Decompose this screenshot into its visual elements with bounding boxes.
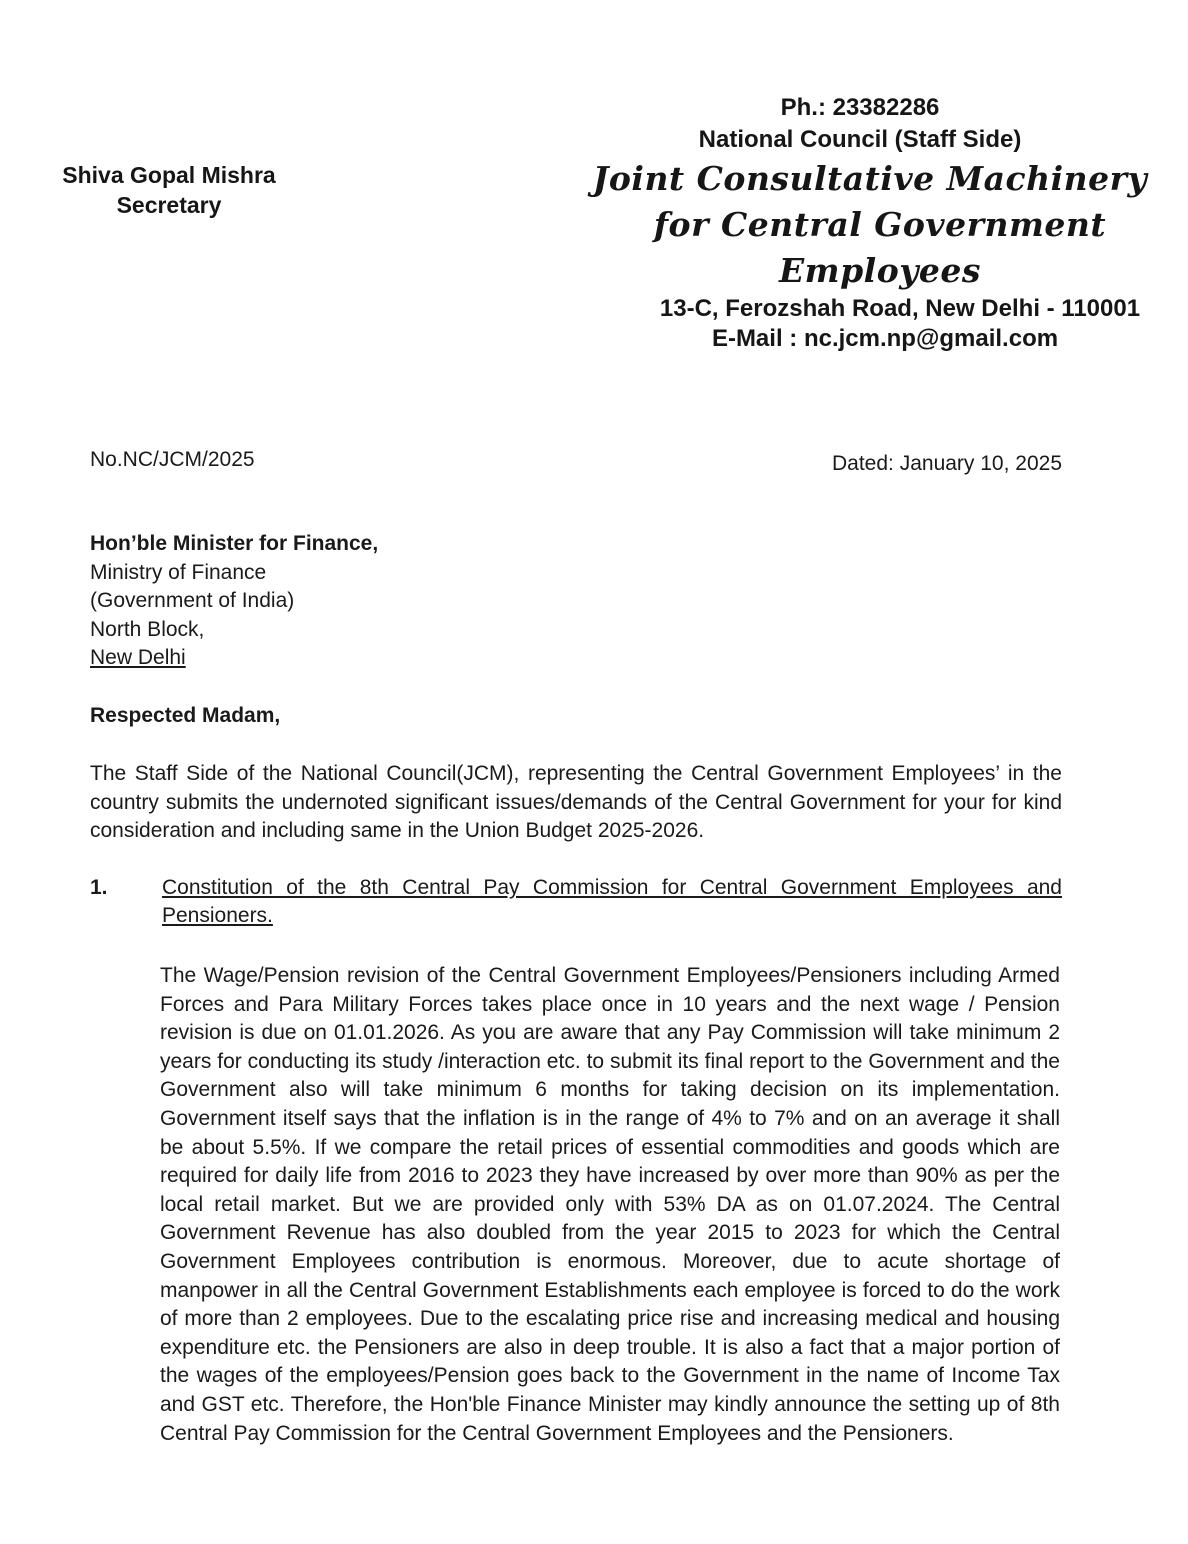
reference-number: No.NC/JCM/2025	[90, 448, 255, 471]
item-body-paragraph: The Wage/Pension revision of the Central Government Employees/Pensioners including Armed Forces and Para Military Forces takes place once in 10 years and the next wage / Pension revision is due on 01.01.2026. As you are aware that any Pay Commission will take minimum 2 years for conducting its study /interaction etc. to submit its final report to the Government and the Government also will take minimum 6 months for taking decision on its implementation. Government itself says that the inflation is in the range of 4% to 7% and on an average it shall be about 5.5%. If we compare the retail prices of essential commodities and goods which are required for daily life from 2016 to 2023 they have increased by over more than 90% as per the local retail market. But we are provided only with 53% DA as on 01.07.2024. The Central Government Revenue has also doubled from the year 2015 to 2023 for which the Central Government Employees contribution is enormous. Moreover, due to acute shortage of manpower in all the Central Government Establishments each employee is forced to do the work of more than 2 employees. Due to the escalating price rise and increasing medical and housing expenditure etc. the Pensioners are also in deep trouble. It is also a fact that a major portion of the wages of the employees/Pension goes back to the Government in the name of Income Tax and GST etc. Therefore, the Hon'ble Finance Minister may kindly announce the setting up of 8th Central Pay Commission for the Central Government Employees and the Pensioners.	[160, 964, 1060, 1445]
organization-script-line-1: Joint Consultative Machinery	[592, 159, 1148, 198]
addressee-line: Ministry of Finance	[90, 560, 267, 584]
addressee-line: Hon’ble Minister for Finance,	[90, 532, 379, 555]
phone-number: Ph.: 23382286	[780, 94, 940, 121]
item-heading: Constitution of the 8th Central Pay Commission for Central Government Employees and Pensioners.	[162, 876, 1062, 927]
item-number: 1.	[90, 876, 108, 899]
salutation: Respected Madam,	[90, 704, 281, 727]
addressee-line: New Delhi	[90, 646, 186, 669]
letterhead	[560, 92, 1160, 354]
council-name: National Council (Staff Side)	[698, 126, 1022, 153]
sender-name: Shiva Gopal Mishra	[62, 162, 276, 188]
letter-date: Dated: January 10, 2025	[832, 452, 1062, 475]
addressee-block	[90, 530, 378, 673]
addressee-line: North Block,	[90, 617, 205, 641]
organization-script-line-2: for Central Government Employees	[653, 205, 1107, 290]
sender-title: Secretary	[116, 192, 222, 218]
sender-block	[34, 160, 304, 220]
intro-paragraph: The Staff Side of the National Council(JCM), representing the Central Government Employees’ in the country submits the undernoted significant issues/demands of the Central Government for your for kind consideration and including same in the Union Budget 2025-2026.	[90, 762, 1062, 842]
addressee-line: (Government of India)	[90, 589, 295, 612]
email-address: E-Mail : nc.jcm.np@gmail.com	[711, 325, 1059, 352]
postal-address: 13-C, Ferozshah Road, New Delhi - 110001	[659, 295, 1141, 322]
